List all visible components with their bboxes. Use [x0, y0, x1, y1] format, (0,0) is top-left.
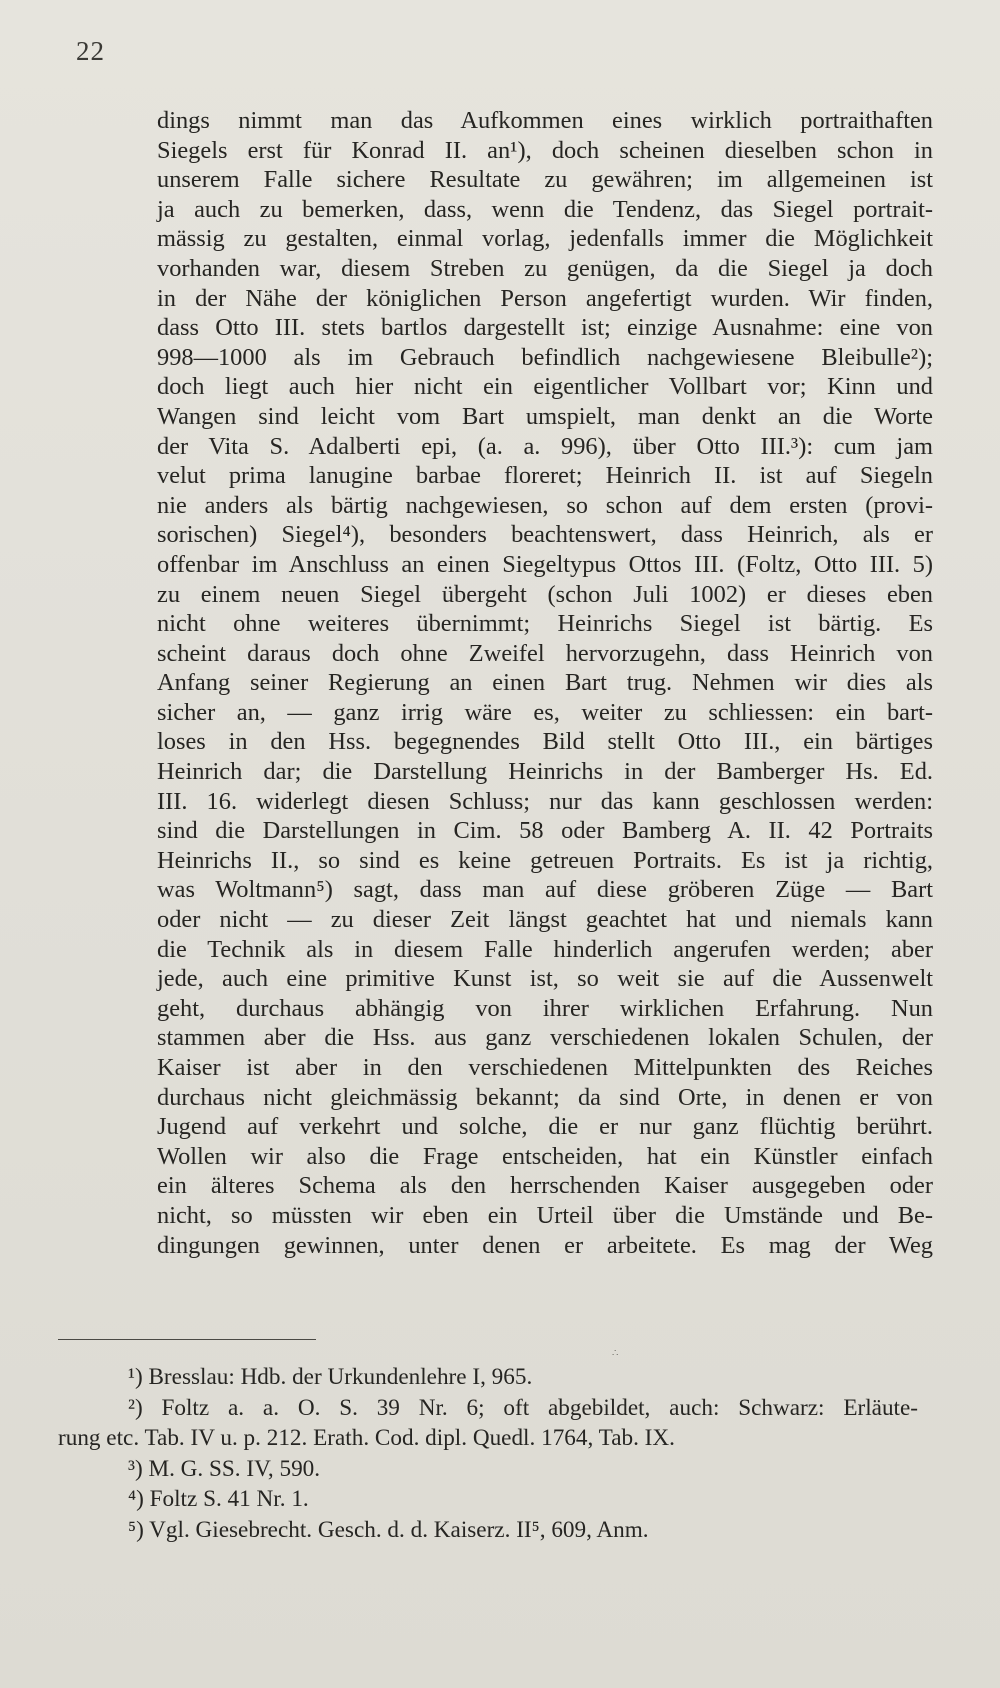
footnote-2: ²) Foltz a. a. O. S. 39 Nr. 6; oft abgebildet, auch: Schwarz: Erläute-	[128, 1394, 918, 1421]
text-line: mässig zu gestalten, einmal vorlag, jedenfalls immer die Möglichkeit	[157, 225, 933, 253]
footnote-5: ⁵) Vgl. Giesebrecht. Gesch. d. d. Kaiserz. II⁵, 609, Anm.	[128, 1516, 649, 1543]
text-line: Heinrichs II., so sind es keine getreuen Portraits. Es ist ja richtig,	[157, 846, 933, 874]
text-line: III. 16. widerlegt diesen Schluss; nur das kann geschlossen werden:	[157, 787, 933, 815]
text-line: oder nicht — zu dieser Zeit längst geachtet hat und niemals kann	[157, 906, 933, 934]
text-line: durchaus nicht gleichmässig bekannt; da sind Orte, in denen er von	[157, 1083, 933, 1111]
text-line: stammen aber die Hss. aus ganz verschiedenen lokalen Schulen, der	[157, 1024, 933, 1052]
text-line: Anfang seiner Regierung an einen Bart trug. Nehmen wir dies als	[157, 669, 933, 697]
text-line: sorischen) Siegel⁴), besonders beachtenswert, dass Heinrich, als er	[157, 521, 933, 549]
text-line: die Technik als in diesem Falle hinderlich angerufen werden; aber	[157, 935, 933, 963]
text-line: doch liegt auch hier nicht ein eigentlicher Vollbart vor; Kinn und	[157, 373, 933, 401]
text-line: sind die Darstellungen in Cim. 58 oder Bamberg A. II. 42 Portraits	[157, 817, 933, 845]
text-line: 998—1000 als im Gebrauch befindlich nachgewiesene Bleibulle²);	[157, 343, 933, 371]
text-line: jede, auch eine primitive Kunst ist, so weit sie auf die Aussenwelt	[157, 965, 933, 993]
footnote-3: ³) M. G. SS. IV, 590.	[128, 1455, 321, 1482]
text-line: dings nimmt man das Aufkommen eines wirklich portraithaften	[157, 107, 933, 134]
text-line: Heinrich dar; die Darstellung Heinrichs in der Bamberger Hs. Ed.	[157, 758, 933, 786]
text-line: ja auch zu bemerken, dass, wenn die Tendenz, das Siegel portrait-	[157, 195, 933, 223]
text-line: nicht ohne weiteres übernimmt; Heinrichs Siegel ist bärtig. Es	[157, 610, 933, 638]
text-line: ein älteres Schema als den herrschenden Kaiser ausgegeben oder	[157, 1172, 933, 1200]
text-line: dass Otto III. stets bartlos dargestellt ist; einzige Ausnahme: eine von	[157, 314, 933, 342]
text-line: velut prima lanugine barbae floreret; Heinrich II. ist auf Siegeln	[157, 462, 933, 490]
footnote-4: ⁴) Foltz S. 41 Nr. 1.	[128, 1486, 309, 1512]
text-line: offenbar im Anschluss an einen Siegeltypus Ottos III. (Foltz, Otto III. 5)	[157, 550, 933, 578]
page-number: 22	[76, 36, 105, 66]
text-line: sicher an, — ganz irrig wäre es, weiter zu schliessen: ein bart-	[157, 698, 933, 726]
text-line: zu einem neuen Siegel übergeht (schon Juli 1002) er dieses eben	[157, 580, 933, 608]
text-line: der Vita S. Adalberti epi, (a. a. 996), über Otto III.³): cum jam	[157, 432, 933, 460]
footnote-1: ¹) Bresslau: Hdb. der Urkundenlehre I, 965.	[128, 1364, 533, 1390]
text-line: was Woltmann⁵) sagt, dass man auf diese gröberen Züge — Bart	[157, 876, 933, 904]
text-line: Wollen wir also die Frage entscheiden, hat ein Künstler einfach	[157, 1142, 933, 1170]
text-line: Wangen sind leicht vom Bart umspielt, man denkt an die Worte	[157, 402, 933, 430]
text-line: loses in den Hss. begegnendes Bild stellt Otto III., ein bärtiges	[157, 728, 933, 756]
footnote-2-continued: rung etc. Tab. IV u. p. 212. Erath. Cod. dipl. Quedl. 1764, Tab. IX.	[58, 1425, 675, 1451]
text-line: Jugend auf verkehrt und solche, die er nur ganz flüchtig berührt.	[157, 1113, 933, 1141]
text-line: nie anders als bärtig nachgewiesen, so schon auf dem ersten (provi-	[157, 491, 933, 519]
main-text-block	[157, 106, 933, 1260]
text-line: Siegels erst für Konrad II. an¹), doch scheinen dieselben schon in	[157, 136, 933, 164]
text-line: dingungen gewinnen, unter denen er arbeitete. Es mag der Weg	[157, 1231, 933, 1259]
footnote-divider	[58, 1339, 316, 1340]
text-line: Kaiser ist aber in den verschiedenen Mittelpunkten des Reiches	[157, 1054, 933, 1081]
text-line: nicht, so müssten wir eben ein Urteil über die Umstände und Be-	[157, 1201, 933, 1229]
text-line: unserem Falle sichere Resultate zu gewähren; im allgemeinen ist	[157, 166, 933, 194]
text-line: geht, durchaus abhängig von ihrer wirklichen Erfahrung. Nun	[157, 994, 933, 1022]
text-line: scheint daraus doch ohne Zweifel hervorzugehn, dass Heinrich von	[157, 639, 933, 667]
text-line: vorhanden war, diesem Streben zu genügen, da die Siegel ja doch	[157, 254, 933, 282]
print-smudge: ∴	[612, 1348, 619, 1359]
footnotes-block	[58, 1362, 918, 1545]
text-line: in der Nähe der königlichen Person angefertigt wurden. Wir finden,	[157, 284, 933, 312]
